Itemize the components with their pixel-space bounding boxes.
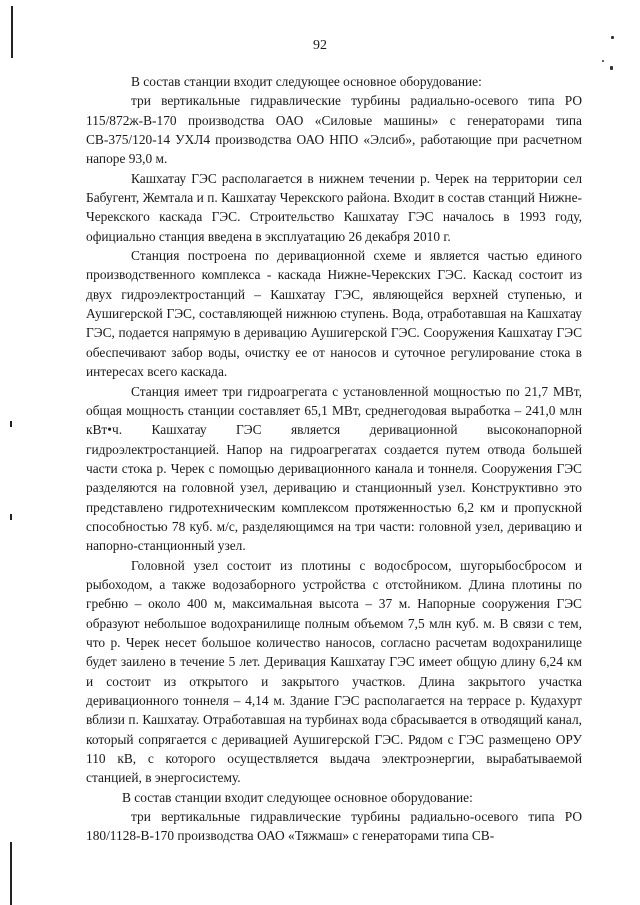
scan-speck	[610, 66, 613, 70]
paragraph: В состав станции входит следующее основное оборудование:	[131, 74, 482, 89]
paragraph: Станция построена по деривационной схеме и является частью единого производственного комплекса - каскада Нижне-Черекских ГЭС. Каскад состоит из двух гидроэлектростанций – Кашхатау ГЭС, являющейся верхней ступенью, и Аушигерской ГЭС, составляющей нижнюю ступень. Вода, отработавшая на Кашхатау ГЭС, подается напрямую в деривацию Аушигерской ГЭС. Сооружения Кашхатау ГЭС обеспечивают забор воды, очистку ее от наносов и суточное регулирование стока в интересах всего каскада.	[86, 248, 582, 380]
scan-edge-mark	[10, 421, 12, 427]
scan-edge-mark	[10, 842, 12, 905]
document-body	[86, 72, 582, 846]
paragraph: Станция имеет три гидроагрегата с установленной мощностью по 21,7 МВт, общая мощность станции составляет 65,1 МВт, среднегодовая выработка – 241,0 млн кВт•ч. Кашхатау ГЭС является деривационной высоконапорной гидроэлектростанцией. Напор на гидроагрегатах создается путем отвода большей части стока р. Черек с помощью деривационного канала и тоннеля. Сооружения ГЭС разделяются на головной узел, деривацию и станционный узел. Конструктивно это представлено гидротехническим комплексом протяженностью 6,2 км и пропускной способностью 78 куб. м/с, разделяющимся на три части: головной узел, деривацию и напорно-станционный узел.	[86, 383, 582, 554]
paragraph: три вертикальные гидравлические турбины радиально-осевого типа РО 180/1128-В-170 производства ОАО «Тяжмаш» с генераторами типа СВ-	[86, 809, 582, 844]
page-number: 92	[313, 38, 327, 53]
scan-edge-mark	[10, 514, 12, 520]
paragraph: Головной узел состоит из плотины с водосбросом, шугорыбосбросом и рыбоходом, а также водозаборного устройства с отстойником. Длина плотины по гребню – около 400 м, максимальная высота – 37 м. Напорные сооружения ГЭС образуют небольшое водохранилище полным объемом 7,5 млн куб. м. В связи с тем, что р. Черек несет большое количество наносов, согласно расчетам водохранилище будет заилено в течение 5 лет. Деривация Кашхатау ГЭС имеет общую длину 6,24 км и состоит из открытого и закрытого участков. Длина закрытого участка деривационного тоннеля – 4,14 м. Здание ГЭС располагается на террасе р. Кудахурт вблизи п. Кашхатау. Отработавшая на турбинах вода сбрасывается в отводящий канал, который сопрягается с деривацией Аушигерской ГЭС. Рядом с ГЭС размещено ОРУ 110 кВ, с которого осуществляется выдача электроэнергии, вырабатываемой станцией, в энергосистему.	[86, 557, 582, 786]
paragraph: В состав станции входит следующее основное оборудование:	[122, 789, 473, 805]
scan-speck	[602, 60, 604, 62]
paragraph: Кашхатау ГЭС располагается в нижнем течении р. Черек на территории сел Бабугент, Жемтала и п. Кашхатау Черекского района. Входит в состав станций Нижне-Черекского каскада ГЭС. Строительство Кашхатау ГЭС началось в 1993 году, официально станция введена в эксплуатацию 26 декабря 2010 г.	[86, 170, 582, 244]
paragraph: три вертикальные гидравлические турбины радиально-осевого типа РО 115/872ж-В-170 производства ОАО «Силовые машины» с генераторами типа СВ-375/120-14 УХЛ4 производства ОАО НПО «Элсиб», работающие при расчетном напоре 93,0 м.	[86, 93, 582, 167]
